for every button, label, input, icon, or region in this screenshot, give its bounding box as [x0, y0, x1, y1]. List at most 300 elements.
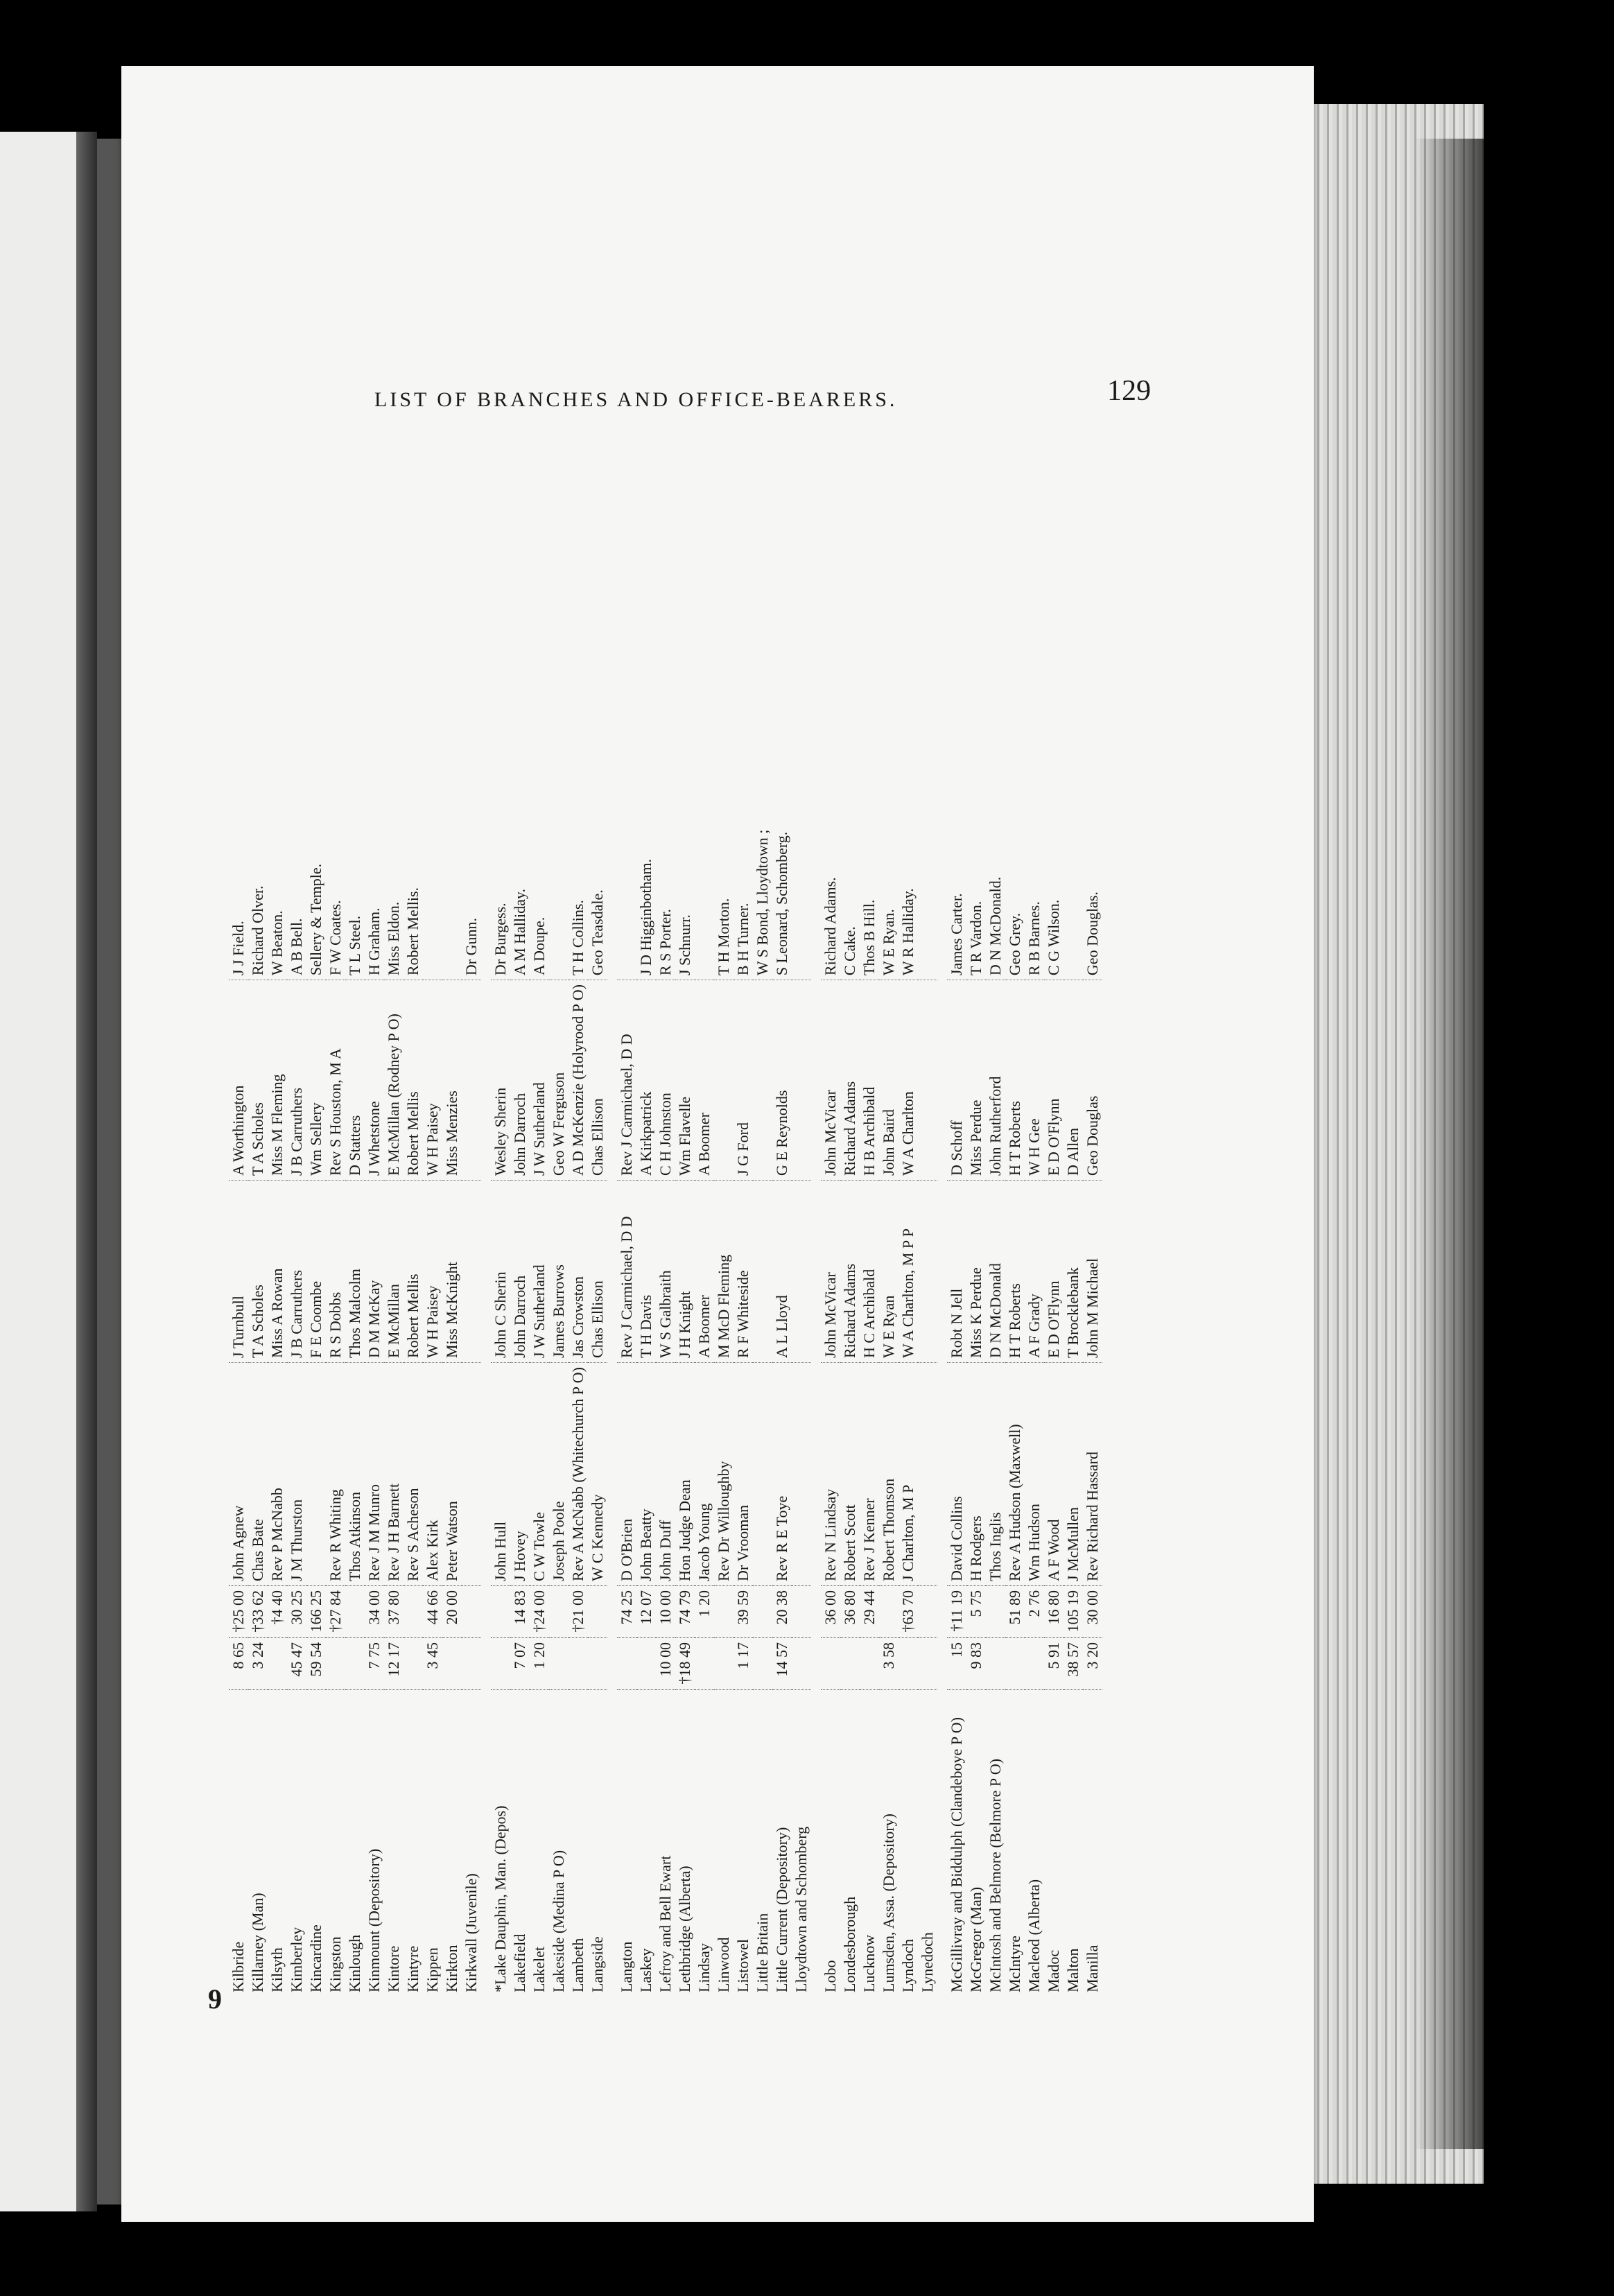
president-cell: Peter Watson — [442, 1363, 462, 1586]
depositary-cell: James Carter. — [947, 798, 966, 980]
secretary-cell: T Brocklebank — [1064, 1181, 1083, 1363]
secretary-cell: Chas Ellison — [588, 1181, 607, 1363]
depositary-cell — [442, 798, 462, 980]
treasurer-cell: John Baird — [879, 980, 899, 1181]
amount-2-cell: 1 20 — [695, 1586, 714, 1638]
branch-name-cell: Lethbridge (Alberta) — [676, 1866, 693, 1992]
depositary-cell: Miss Eldon. — [384, 798, 404, 980]
president-cell: Thos Inglis — [986, 1363, 1005, 1586]
amount-2-cell: †24 00 — [530, 1586, 549, 1638]
president-cell: Robert Scott — [840, 1363, 860, 1586]
amount-2-cell: 105 19 — [1064, 1586, 1083, 1638]
depositary-cell — [423, 798, 442, 980]
president-cell: Rev R Whiting — [326, 1363, 345, 1586]
row-spacer — [811, 798, 821, 1997]
branch-name-cell: Lloydtown and Schomberg — [792, 1826, 810, 1992]
amount-1-cell: 3 20 — [1083, 1638, 1102, 1690]
amount-1-cell: 59 54 — [306, 1638, 326, 1690]
amount-1-cell: 45 47 — [287, 1638, 306, 1690]
president-cell: John Agnew — [229, 1363, 248, 1586]
branch-table-body — [229, 798, 1102, 1997]
branch-name-cell: Kinlough — [346, 1934, 363, 1992]
signature-mark: 9 — [208, 1983, 222, 2015]
treasurer-cell: W H Paisey — [423, 980, 442, 1181]
amount-2-cell: 30 00 — [1083, 1586, 1102, 1638]
table-row — [879, 798, 899, 1997]
treasurer-cell: H B Archibald — [860, 980, 879, 1181]
treasurer-cell: W H Gee — [1025, 980, 1044, 1181]
amount-1-cell: 7 75 — [365, 1638, 384, 1690]
branch-name-cell: Lynedoch — [919, 1932, 936, 1992]
amount-1-cell: 3 45 — [423, 1638, 442, 1690]
amount-2-cell: 74 25 — [617, 1586, 636, 1638]
president-cell: Chas Bate — [248, 1363, 268, 1586]
secretary-cell — [462, 1181, 481, 1363]
secretary-cell: H T Roberts — [1005, 1181, 1025, 1363]
table-row — [1005, 798, 1025, 1997]
depositary-cell: Robert Mellis. — [404, 798, 423, 980]
depositary-cell: A M Halliday. — [510, 798, 530, 980]
amount-1-cell: †18 49 — [675, 1638, 695, 1690]
table-row — [287, 798, 306, 1997]
treasurer-cell: D Schoff — [947, 980, 966, 1181]
amount-2-cell: 74 79 — [675, 1586, 695, 1638]
table-row — [1044, 798, 1064, 1997]
secretary-cell: W H Paisey — [423, 1181, 442, 1363]
depositary-cell: Geo Douglas. — [1083, 798, 1102, 980]
secretary-cell: M McD Fleming — [714, 1181, 734, 1363]
table-row — [821, 798, 840, 1997]
table-row — [656, 798, 675, 1997]
secretary-cell: A Boomer — [695, 1181, 714, 1363]
amount-2-cell — [345, 1586, 365, 1638]
secretary-cell: J Turnbull — [229, 1181, 248, 1363]
secretary-cell: John McVicar — [821, 1181, 840, 1363]
table-row — [491, 798, 510, 1997]
amount-2-cell: 20 00 — [442, 1586, 462, 1638]
depositary-cell: A Doupe. — [530, 798, 549, 980]
amount-1-cell — [617, 1638, 636, 1690]
treasurer-cell: John McVicar — [821, 980, 840, 1181]
amount-1-cell: 15 — [947, 1638, 966, 1690]
depositary-cell — [695, 798, 714, 980]
branch-name-cell: Langton — [618, 1941, 635, 1992]
treasurer-cell: Miss Menzies — [442, 980, 462, 1181]
treasurer-cell: A D McKenzie (Holyrood P O) — [569, 980, 588, 1181]
branch-name-cell: Lambeth — [569, 1938, 587, 1992]
amount-2-cell — [462, 1586, 481, 1638]
amount-1-cell: 7 07 — [510, 1638, 530, 1690]
treasurer-cell: Rev J Carmichael, D D — [617, 980, 636, 1181]
branch-name-cell: Londesborough — [841, 1896, 858, 1992]
amount-2-cell: 16 80 — [1044, 1586, 1064, 1638]
amount-1-cell — [821, 1638, 840, 1690]
president-cell: W C Kennedy — [588, 1363, 607, 1586]
branch-name-cell: McGregor (Man) — [967, 1886, 984, 1992]
treasurer-cell: D Allen — [1064, 980, 1083, 1181]
branch-name-cell: Lyndoch — [899, 1939, 917, 1992]
president-cell: Alex Kirk — [423, 1363, 442, 1586]
secretary-cell: W A Charlton, M P P — [899, 1181, 918, 1363]
amount-2-cell: 29 44 — [860, 1586, 879, 1638]
treasurer-cell — [792, 980, 811, 1181]
table-row — [588, 798, 607, 1997]
president-cell: Robert Thomson — [879, 1363, 899, 1586]
amount-2-cell — [986, 1586, 1005, 1638]
branch-name-cell: Kirkton — [443, 1945, 460, 1992]
table-row — [365, 798, 384, 1997]
treasurer-cell — [918, 980, 937, 1181]
depositary-cell: W E Ryan. — [879, 798, 899, 980]
president-cell: H Rodgers — [966, 1363, 986, 1586]
treasurer-cell: Geo Douglas — [1083, 980, 1102, 1181]
depositary-cell — [792, 798, 811, 980]
table-row — [734, 798, 753, 1997]
amount-1-cell — [918, 1638, 937, 1690]
amount-2-cell — [588, 1586, 607, 1638]
branch-name-cell: McIntyre — [1006, 1936, 1023, 1992]
table-row — [792, 798, 811, 1997]
amount-1-cell — [345, 1638, 365, 1690]
amount-2-cell: 14 83 — [510, 1586, 530, 1638]
branch-name-cell: Lucknow — [860, 1934, 878, 1992]
president-cell: Rev Richard Hassard — [1083, 1363, 1102, 1586]
secretary-cell: Richard Adams — [840, 1181, 860, 1363]
amount-2-cell — [404, 1586, 423, 1638]
secretary-cell: Robt N Jell — [947, 1181, 966, 1363]
branch-name-cell: Kincardine — [307, 1924, 324, 1992]
president-cell: D O'Brien — [617, 1363, 636, 1586]
secretary-cell: W E Ryan — [879, 1181, 899, 1363]
facing-page-shadow — [76, 132, 97, 2211]
amount-1-cell — [442, 1638, 462, 1690]
president-cell: David Collins — [947, 1363, 966, 1586]
president-cell — [753, 1363, 772, 1586]
depositary-cell: C G Wilson. — [1044, 798, 1064, 980]
treasurer-cell: Robert Mellis — [404, 980, 423, 1181]
treasurer-cell: C H Johnston — [656, 980, 675, 1181]
amount-2-cell: †4 40 — [268, 1586, 287, 1638]
treasurer-cell: John Rutherford — [986, 980, 1005, 1181]
amount-1-cell: 8 65 — [229, 1638, 248, 1690]
table-row — [636, 798, 656, 1997]
depositary-cell — [918, 798, 937, 980]
treasurer-cell: E McMillan (Rodney P O) — [384, 980, 404, 1181]
rotated-branch-table — [229, 582, 1192, 1997]
table-row — [860, 798, 879, 1997]
amount-1-cell — [753, 1638, 772, 1690]
table-row — [772, 798, 792, 1997]
branch-name-cell: Linwood — [715, 1937, 732, 1992]
amount-2-cell: 36 80 — [840, 1586, 860, 1638]
amount-1-cell: 5 91 — [1044, 1638, 1064, 1690]
book-gutter — [97, 139, 125, 2204]
depositary-cell: T H Morton. — [714, 798, 734, 980]
amount-1-cell: 9 83 — [966, 1638, 986, 1690]
table-row — [714, 798, 734, 1997]
president-cell: Rev N Lindsay — [821, 1363, 840, 1586]
amount-2-cell — [714, 1586, 734, 1638]
amount-1-cell — [792, 1638, 811, 1690]
treasurer-cell: Wm Sellery — [306, 980, 326, 1181]
page-edges-shadow — [1414, 139, 1491, 2149]
president-cell: Dr Vrooman — [734, 1363, 753, 1586]
amount-1-cell: 1 17 — [734, 1638, 753, 1690]
amount-2-cell: 51 89 — [1005, 1586, 1025, 1638]
branch-name-cell: Little Britain — [754, 1913, 771, 1992]
president-cell: John Duff — [656, 1363, 675, 1586]
president-cell: Wm Hudson — [1025, 1363, 1044, 1586]
amount-2-cell: †33 62 — [248, 1586, 268, 1638]
president-cell: Rev S Acheson — [404, 1363, 423, 1586]
branch-name-cell: McIntosh and Belmore (Belmore P O) — [987, 1758, 1004, 1992]
table-row — [675, 798, 695, 1997]
depositary-cell: J J Field. — [229, 798, 248, 980]
table-row — [1083, 798, 1102, 1997]
branch-name-cell: Langside — [589, 1936, 606, 1992]
president-cell: J McMullen — [1064, 1363, 1083, 1586]
amount-1-cell — [491, 1638, 510, 1690]
amount-2-cell — [549, 1586, 569, 1638]
president-cell: A F Wood — [1044, 1363, 1064, 1586]
president-cell: Rev A McNabb (Whitechurch P O) — [569, 1363, 588, 1586]
depositary-cell: W S Bond, Lloydtown ; — [753, 798, 772, 980]
secretary-cell: T H Davis — [636, 1181, 656, 1363]
president-cell: Rev J M Munro — [365, 1363, 384, 1586]
amount-1-cell — [860, 1638, 879, 1690]
amount-1-cell — [326, 1638, 345, 1690]
treasurer-cell: A Kirkpatrick — [636, 980, 656, 1181]
amount-1-cell: 10 00 — [656, 1638, 675, 1690]
depositary-cell: Dr Burgess. — [491, 798, 510, 980]
secretary-cell — [918, 1181, 937, 1363]
table-row — [1064, 798, 1083, 1997]
table-row — [966, 798, 986, 1997]
branch-name-cell: Kilsyth — [268, 1947, 286, 1992]
secretary-cell: Jas Crowston — [569, 1181, 588, 1363]
president-cell: Rev R E Toye — [772, 1363, 792, 1586]
treasurer-cell: J G Ford — [734, 980, 753, 1181]
president-cell: J Charlton, M P — [899, 1363, 918, 1586]
amount-2-cell — [491, 1586, 510, 1638]
table-row — [549, 798, 569, 1997]
branch-name-cell: Lakelet — [530, 1947, 548, 1992]
amount-2-cell: 37 80 — [384, 1586, 404, 1638]
depositary-cell: T H Collins. — [569, 798, 588, 980]
table-row — [986, 798, 1005, 1997]
secretary-cell: F E Coombe — [306, 1181, 326, 1363]
facing-page — [0, 132, 83, 2211]
branch-name-cell: Kintyre — [404, 1945, 422, 1992]
table-row — [404, 798, 423, 1997]
secretary-cell: Miss McKnight — [442, 1181, 462, 1363]
secretary-cell: Rev J Carmichael, D D — [617, 1181, 636, 1363]
depositary-cell: W Beaton. — [268, 798, 287, 980]
treasurer-cell: Wm Flavelle — [675, 980, 695, 1181]
amount-2-cell: †27 84 — [326, 1586, 345, 1638]
president-cell: J Hovey — [510, 1363, 530, 1586]
amount-1-cell — [1005, 1638, 1025, 1690]
branch-name-cell: Kippen — [424, 1947, 441, 1992]
president-cell: Rev A Hudson (Maxwell) — [1005, 1363, 1025, 1586]
table-row — [753, 798, 772, 1997]
amount-2-cell: 36 00 — [821, 1586, 840, 1638]
amount-2-cell: 166 25 — [306, 1586, 326, 1638]
treasurer-cell: Geo W Ferguson — [549, 980, 569, 1181]
amount-2-cell: 2 76 — [1025, 1586, 1044, 1638]
table-row — [617, 798, 636, 1997]
amount-1-cell: 1 20 — [530, 1638, 549, 1690]
table-row — [345, 798, 365, 1997]
president-cell: John Hull — [491, 1363, 510, 1586]
branch-name-cell: McGillivray and Biddulph (Clandeboye P O) — [948, 1717, 965, 1992]
branch-name-cell: Kirkwall (Juvenile) — [462, 1873, 480, 1992]
treasurer-cell — [462, 980, 481, 1181]
branch-name-cell: Madoc — [1045, 1949, 1062, 1992]
running-header — [250, 374, 1151, 416]
president-cell: Rev J Kenner — [860, 1363, 879, 1586]
treasurer-cell: A Worthington — [229, 980, 248, 1181]
president-cell: Rev Dr Willoughby — [714, 1363, 734, 1586]
amount-1-cell — [695, 1638, 714, 1690]
page-number: 129 — [1107, 375, 1151, 407]
table-row — [695, 798, 714, 1997]
secretary-cell: Miss A Rowan — [268, 1181, 287, 1363]
secretary-cell: James Burrows — [549, 1181, 569, 1363]
branch-name-cell: Kimberley — [288, 1927, 305, 1992]
depositary-cell: S Leonard, Schomberg. — [772, 798, 792, 980]
secretary-cell: W S Galbraith — [656, 1181, 675, 1363]
amount-2-cell: †25 00 — [229, 1586, 248, 1638]
amount-2-cell — [918, 1586, 937, 1638]
amount-1-cell — [1025, 1638, 1044, 1690]
depositary-cell: Dr Gunn. — [462, 798, 481, 980]
president-cell: Rev J H Barnett — [384, 1363, 404, 1586]
amount-1-cell: 3 24 — [248, 1638, 268, 1690]
table-row — [229, 798, 248, 1997]
amount-2-cell: 34 00 — [365, 1586, 384, 1638]
amount-2-cell: 44 66 — [423, 1586, 442, 1638]
secretary-cell: D M McKay — [365, 1181, 384, 1363]
president-cell: John Beatty — [636, 1363, 656, 1586]
treasurer-cell: Miss M Fleming — [268, 980, 287, 1181]
secretary-cell: D N McDonald — [986, 1181, 1005, 1363]
depositary-cell: A B Bell. — [287, 798, 306, 980]
page-title: LIST OF BRANCHES AND OFFICE-BEARERS. — [374, 388, 898, 411]
branch-name-cell: Kintore — [385, 1945, 402, 1992]
depositary-cell: Thos B Hill. — [860, 798, 879, 980]
treasurer-cell — [714, 980, 734, 1181]
secretary-cell: T A Scholes — [248, 1181, 268, 1363]
depositary-cell: H Graham. — [365, 798, 384, 980]
president-cell: Jacob Young — [695, 1363, 714, 1586]
depositary-cell: C Cake. — [840, 798, 860, 980]
treasurer-cell: G E Reynolds — [772, 980, 792, 1181]
treasurer-cell: Wesley Sherin — [491, 980, 510, 1181]
branch-name-cell: Lakefield — [511, 1933, 528, 1992]
treasurer-cell: Richard Adams — [840, 980, 860, 1181]
branch-name-cell: Listowel — [734, 1939, 752, 1992]
table-row — [442, 798, 462, 1997]
amount-1-cell — [588, 1638, 607, 1690]
president-cell: Hon Judge Dean — [675, 1363, 695, 1586]
secretary-cell: Robert Mellis — [404, 1181, 423, 1363]
amount-2-cell: †11 19 — [947, 1586, 966, 1638]
amount-2-cell: †21 00 — [569, 1586, 588, 1638]
depositary-cell: J Schnurr. — [675, 798, 695, 980]
secretary-cell: E McMillan — [384, 1181, 404, 1363]
treasurer-cell: J B Carruthers — [287, 980, 306, 1181]
amount-1-cell — [549, 1638, 569, 1690]
branch-name-cell: Lobo — [822, 1960, 839, 1992]
row-spacer — [937, 798, 947, 1997]
secretary-cell: R S Dobbs — [326, 1181, 345, 1363]
treasurer-cell: A Boomer — [695, 980, 714, 1181]
table-row — [947, 798, 966, 1997]
secretary-cell: J B Carruthers — [287, 1181, 306, 1363]
branch-name-cell: Manilla — [1084, 1945, 1101, 1992]
amount-1-cell — [462, 1638, 481, 1690]
secretary-cell: John Darroch — [510, 1181, 530, 1363]
amount-1-cell — [714, 1638, 734, 1690]
depositary-cell — [1064, 798, 1083, 980]
amount-2-cell: 20 38 — [772, 1586, 792, 1638]
secretary-cell: John C Sherin — [491, 1181, 510, 1363]
amount-2-cell — [792, 1586, 811, 1638]
amount-1-cell — [840, 1638, 860, 1690]
depositary-cell — [617, 798, 636, 980]
depositary-cell: T L Steel. — [345, 798, 365, 980]
table-row — [899, 798, 918, 1997]
secretary-cell: A L Lloyd — [772, 1181, 792, 1363]
secretary-cell: R F Whiteside — [734, 1181, 753, 1363]
table-row — [530, 798, 549, 1997]
secretary-cell: Thos Malcolm — [345, 1181, 365, 1363]
secretary-cell: J H Knight — [675, 1181, 695, 1363]
secretary-cell: John M Michael — [1083, 1181, 1102, 1363]
amount-2-cell: 39 59 — [734, 1586, 753, 1638]
branch-name-cell: Lumsden, Assa. (Depository) — [880, 1814, 897, 1992]
amount-1-cell: 3 58 — [879, 1638, 899, 1690]
treasurer-cell: John Darroch — [510, 980, 530, 1181]
depositary-cell: F W Coates. — [326, 798, 345, 980]
branch-name-cell: Lindsay — [695, 1943, 713, 1992]
table-row — [326, 798, 345, 1997]
treasurer-cell: J Whetstone — [365, 980, 384, 1181]
secretary-cell: A F Grady — [1025, 1181, 1044, 1363]
table-row — [306, 798, 326, 1997]
table-row — [268, 798, 287, 1997]
table-row — [510, 798, 530, 1997]
branch-table — [229, 798, 1102, 1997]
treasurer-cell: T A Scholes — [248, 980, 268, 1181]
table-row — [384, 798, 404, 1997]
amount-2-cell — [879, 1586, 899, 1638]
depositary-cell: Geo Teasdale. — [588, 798, 607, 980]
branch-name-cell: Malton — [1064, 1948, 1082, 1992]
president-cell — [918, 1363, 937, 1586]
depositary-cell: T R Vardon. — [966, 798, 986, 980]
depositary-cell: R S Porter. — [656, 798, 675, 980]
depositary-cell: W R Halliday. — [899, 798, 918, 980]
branch-name-cell: Lefroy and Bell Ewart — [657, 1855, 674, 1992]
secretary-cell — [753, 1181, 772, 1363]
treasurer-cell: D Statters — [345, 980, 365, 1181]
table-row — [462, 798, 481, 1997]
president-cell — [306, 1363, 326, 1586]
depositary-cell: D N McDonald. — [986, 798, 1005, 980]
secretary-cell: H C Archibald — [860, 1181, 879, 1363]
